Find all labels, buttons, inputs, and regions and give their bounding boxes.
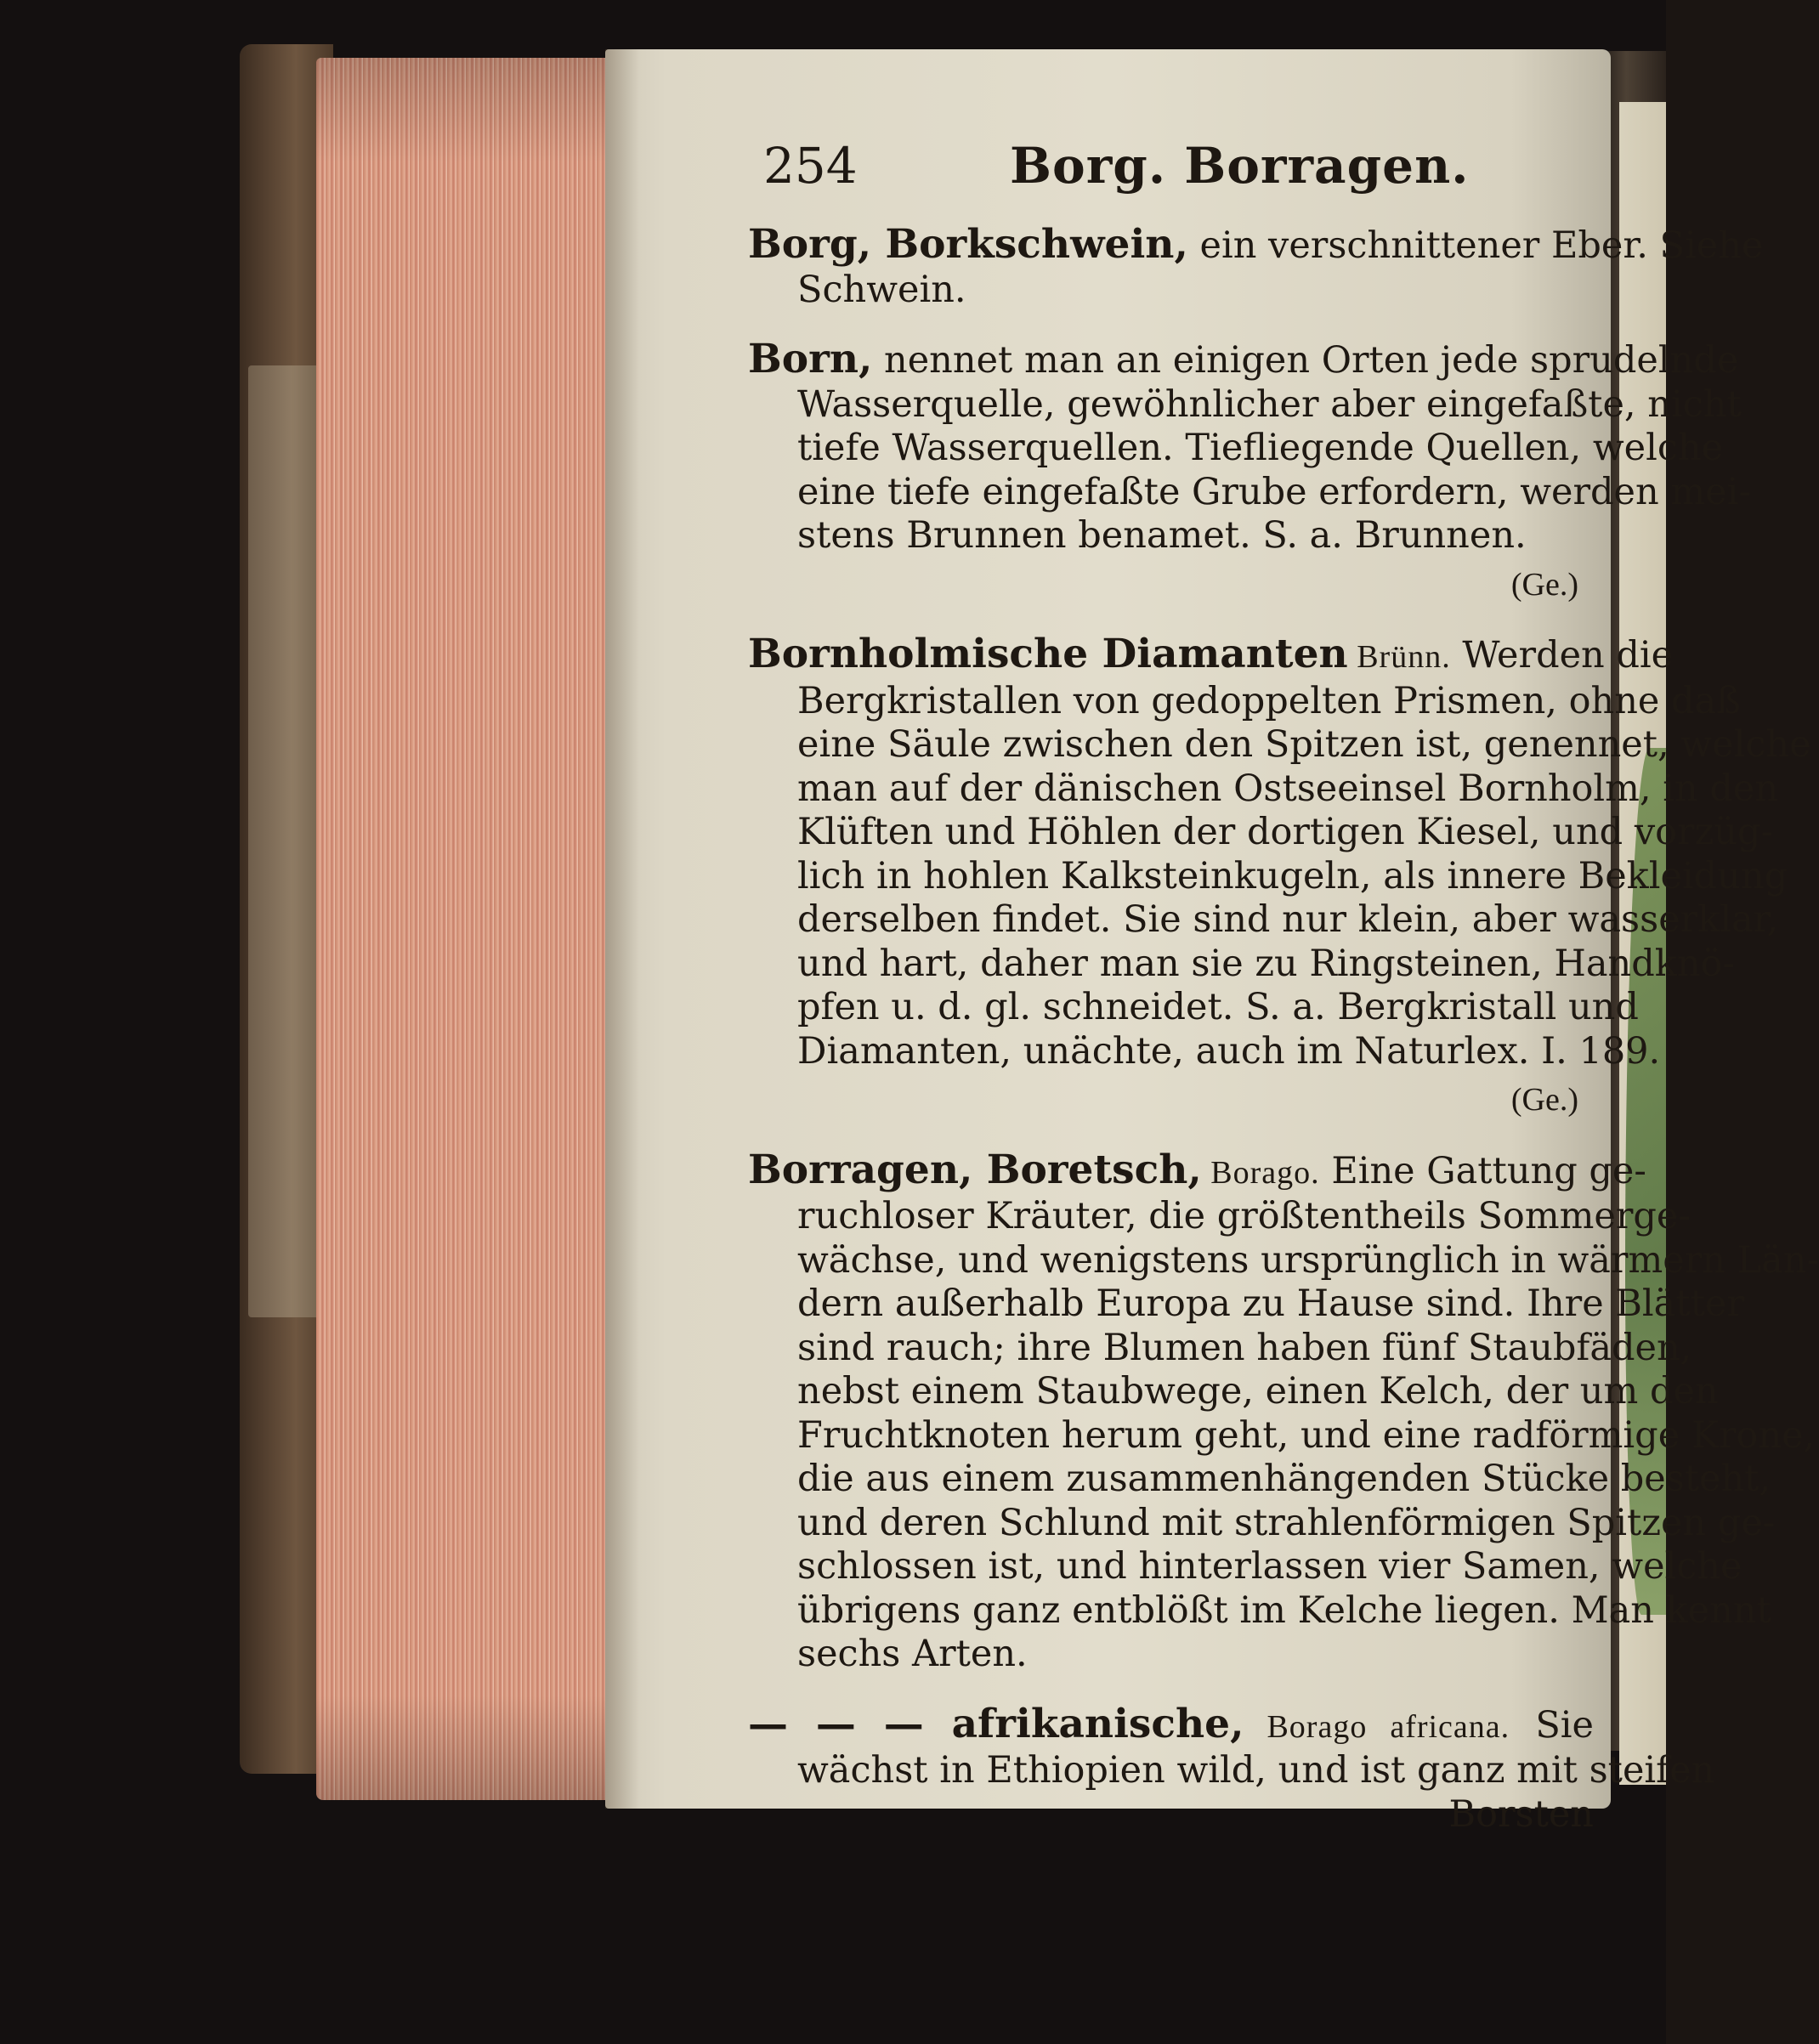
entry-text: schlossen ist, und hinterlassen vier Samen, welche xyxy=(797,1545,1742,1588)
text-line xyxy=(748,1501,1776,1546)
text-line xyxy=(748,269,1594,313)
author-signature: (Ge.) xyxy=(1510,1082,1578,1118)
entry-text: Schwein. xyxy=(797,268,966,311)
entry-text: dern außerhalb Europa zu Hause sind. Ihre Blätter xyxy=(797,1282,1744,1325)
text-line xyxy=(748,767,1779,812)
text-line xyxy=(748,382,1742,427)
cover-worn-patch xyxy=(248,365,326,1317)
dictionary-entry xyxy=(748,336,1751,607)
entry-text: und deren Schlund mit strahlenförmigen Spitzen ge- xyxy=(797,1501,1776,1544)
text-line xyxy=(748,1793,1594,1837)
text-line xyxy=(748,221,1764,269)
page-edges-shade xyxy=(316,58,609,1800)
entry-text: ruchloser Kräuter, die größtentheils Sommerge- xyxy=(797,1195,1691,1237)
text-line xyxy=(748,1370,1719,1414)
entry-text: wächst in Ethiopien wild, und ist ganz mit steifen xyxy=(797,1749,1715,1792)
dictionary-entry xyxy=(748,1700,1715,1837)
entry-text: Borsten xyxy=(1448,1792,1594,1836)
entry-gap xyxy=(748,312,1594,337)
entry-text: Fruchtknoten herum geht, und eine radförmige Krone, xyxy=(797,1413,1816,1457)
page-gutter-shadow xyxy=(605,49,639,1809)
text-line xyxy=(748,942,1735,987)
dictionary-entries xyxy=(748,221,1819,1837)
text-line xyxy=(748,1633,1594,1677)
author-signature: (Ge.) xyxy=(1510,566,1578,603)
latin-name: Brünn. xyxy=(1347,639,1451,675)
headword: — — — afrikanische, xyxy=(748,1700,1244,1747)
headword: Borragen, Boretsch, xyxy=(748,1146,1202,1193)
latin-name: Borago africana. xyxy=(1244,1708,1510,1745)
text-line xyxy=(748,631,1674,680)
headword: Born, xyxy=(748,336,873,382)
text-line xyxy=(748,1749,1715,1793)
entry-text: derselben findet. Sie sind nur klein, aber wasserklar, xyxy=(797,898,1779,941)
text-line xyxy=(748,1413,1816,1458)
text-line xyxy=(748,723,1811,767)
latin-name: Borago. xyxy=(1201,1154,1320,1191)
entry-text: man auf der dänischen Ostseeinsel Bornholm, in den xyxy=(797,767,1779,810)
text-line xyxy=(748,336,1739,383)
text-line xyxy=(748,427,1724,471)
entry-text: die aus einem zusammenhängenden Stücke besteht, xyxy=(797,1458,1771,1500)
text-line xyxy=(748,514,1594,558)
entry-text: und hart, daher man sie zu Ringsteinen, Handknö- xyxy=(797,942,1735,985)
text-line xyxy=(748,811,1773,855)
running-head-title: Borg. Borragen. xyxy=(1010,137,1470,195)
entry-text: stens Brunnen benamet. S. a. Brunnen. xyxy=(797,514,1527,557)
page-number: 254 xyxy=(763,137,858,195)
entry-text: eine Säule zwischen den Spitzen ist, genennet, welche xyxy=(797,723,1811,766)
text-line xyxy=(748,898,1779,943)
text-line xyxy=(748,1282,1744,1327)
entry-text: wächse, und wenigstens ursprünglich in wärmern Län- xyxy=(797,1238,1819,1282)
entry-text: Werden die xyxy=(1450,634,1674,677)
text-line xyxy=(748,1146,1646,1196)
text-line xyxy=(748,1702,1594,1750)
entry-text: Sie xyxy=(1510,1703,1595,1747)
dictionary-entry xyxy=(748,1146,1819,1677)
entry-text: nennet man an einigen Orten jede sprudelnde xyxy=(872,339,1739,382)
entry-text: sechs Arten. xyxy=(797,1633,1028,1675)
dictionary-entry xyxy=(748,221,1764,312)
entry-gap xyxy=(748,1677,1594,1702)
text-line xyxy=(748,1588,1771,1634)
entry-text: sind rauch; ihre Blumen haben fünf Staubfäden, xyxy=(797,1326,1692,1369)
entry-text: tiefe Wasserquellen. Tiefliegende Quellen, welche xyxy=(797,427,1724,469)
entry-text: Eine Gattung ge- xyxy=(1319,1149,1646,1192)
text-line xyxy=(748,1238,1819,1283)
text-line xyxy=(748,679,1741,724)
text-line xyxy=(748,1029,1661,1074)
dictionary-entry xyxy=(748,631,1811,1123)
text-line xyxy=(748,986,1639,1030)
text-line xyxy=(748,854,1788,899)
entry-text: lich in hohlen Kalksteinkugeln, als innere Bekleidung xyxy=(797,854,1788,897)
page-content xyxy=(748,127,1819,1836)
text-line xyxy=(748,1458,1771,1502)
text-line xyxy=(748,1545,1742,1589)
entry-text: Bergkristallen von gedoppelten Prismen, ohne daß xyxy=(797,679,1741,722)
entry-text: eine tiefe eingefaßte Grube erfordern, werden mei- xyxy=(797,470,1751,513)
entry-text: ein verschnittener Eber. Siehe xyxy=(1187,224,1764,267)
entry-text: übrigens ganz entblößt im Kelche liegen. Man kennt xyxy=(797,1588,1771,1632)
headword: Bornholmische Diamanten xyxy=(748,631,1348,677)
text-line xyxy=(748,1326,1692,1371)
entry-text: pfen u. d. gl. schneidet. S. a. Bergkristall und xyxy=(797,986,1639,1028)
text-line xyxy=(748,470,1751,515)
entry-gap xyxy=(748,607,1594,632)
entry-text: Diamanten, unächte, auch im Naturlex. I. 189. xyxy=(797,1029,1661,1073)
text-line xyxy=(748,1195,1691,1239)
entry-text: Wasserquelle, gewöhnlicher aber eingefaßte, nicht xyxy=(797,382,1742,426)
running-head xyxy=(748,127,1606,204)
headword: Borg, Borkschwein, xyxy=(748,221,1188,268)
entry-gap xyxy=(748,1123,1594,1148)
entry-text: Klüften und Höhlen der dortigen Kiesel, und vorzüg- xyxy=(797,811,1773,853)
entry-text: nebst einem Staubwege, einen Kelch, der um den xyxy=(797,1370,1719,1413)
